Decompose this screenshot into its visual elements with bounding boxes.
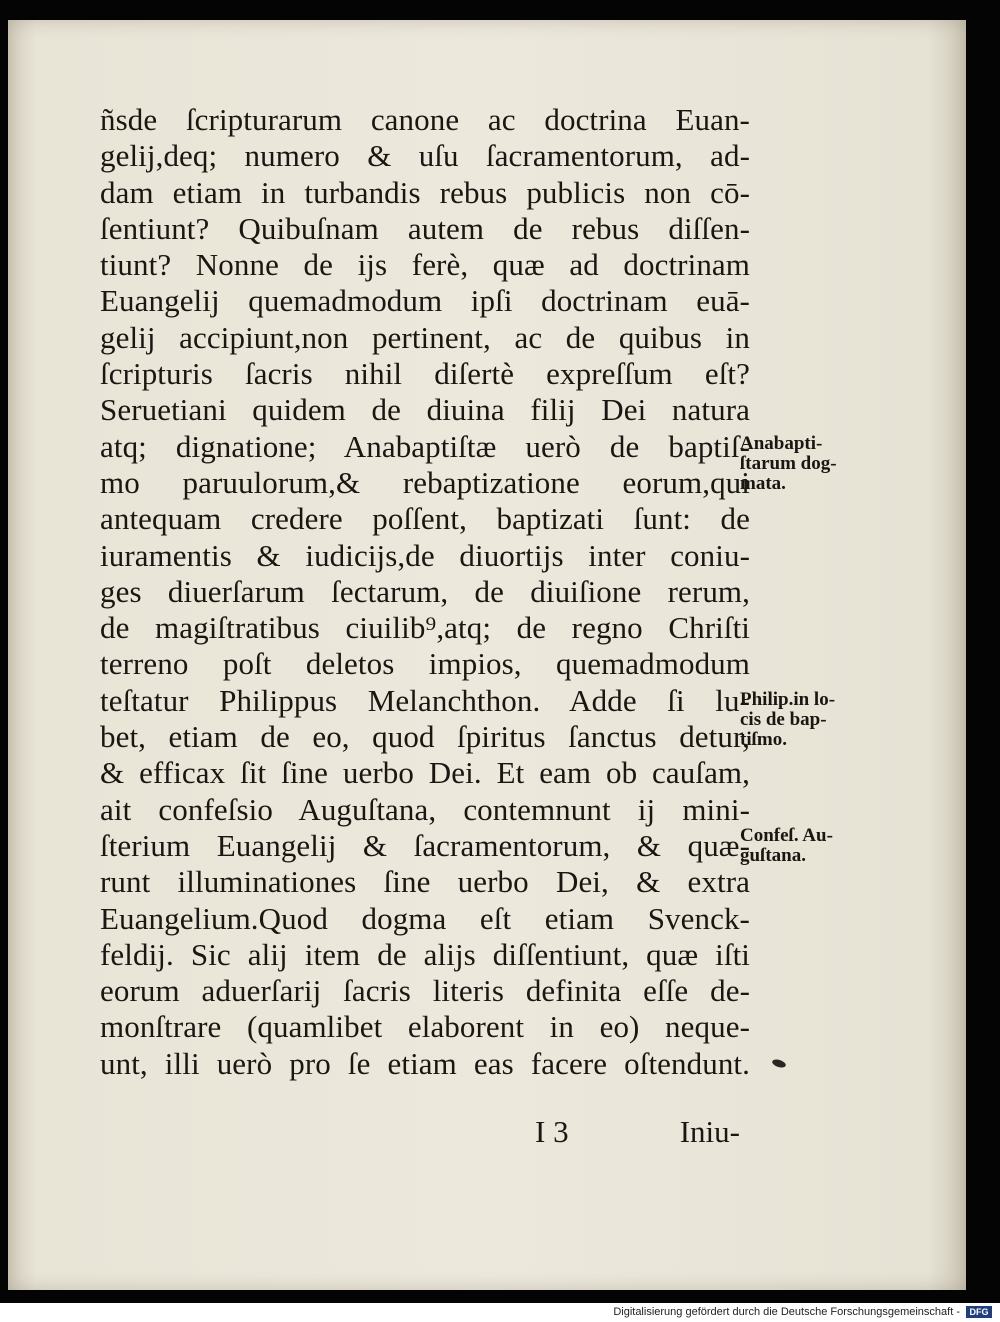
text-line-7: gelij accipiunt,non pertinent, ac de quibus in (100, 319, 750, 355)
funding-credit: Digitalisierung gefördert durch die Deutsche Forschungsgemeinschaft - (613, 1306, 960, 1318)
text-line-22: runt illuminationes ſine uerbo Dei, & extra (100, 864, 750, 900)
note-line: cis de bap- (740, 709, 827, 730)
marginal-note-anabaptists (740, 434, 870, 494)
signature-mark: I 3 (535, 1114, 569, 1149)
marginal-note-philip (740, 690, 870, 750)
text-line-21: ſterium Euangelij & ſacramentorum, & quæ- (100, 827, 750, 863)
ink-speck (771, 1058, 786, 1069)
page-footer (100, 1114, 750, 1154)
note-line: tiſmo. (740, 729, 787, 750)
text-line-18: bet, etiam de eo, quod ſpiritus ſanctus detur, (100, 719, 750, 755)
note-line: ſtarum dog- (740, 453, 837, 474)
book-page (8, 20, 966, 1290)
text-line-9: Seruetiani quidem de diuina filij Dei natura (100, 392, 750, 428)
text-line-17: teſtatur Philippus Melanchthon. Adde ſi lu- (100, 682, 750, 718)
note-line: mata. (740, 473, 786, 494)
text-line-24: feldij. Sic alij item de alijs diſſentiunt, quæ iſti (100, 936, 750, 972)
text-line-11: mo paruulorum,& rebaptizatione eorum,qui (100, 464, 750, 500)
text-line-8: ſcripturis ſacris nihil diſertè expreſſum eſt? (100, 356, 750, 392)
main-text-block (100, 102, 750, 1082)
text-line-25: eorum aduerſarij ſacris literis definita eſſe de- (100, 973, 750, 1009)
credit-bar (0, 1303, 1000, 1322)
note-line: Anabapti- (740, 433, 823, 454)
text-line-27: unt, illi uerò pro ſe etiam eas facere oſtendunt. (100, 1045, 750, 1081)
text-line-19: & efficax ſit ſine uerbo Dei. Et eam ob cauſam, (100, 755, 750, 791)
text-line-23: Euangelium.Quod dogma eſt etiam Svenck- (100, 900, 750, 936)
text-line-3: dam etiam in turbandis rebus publicis non cō- (100, 174, 750, 210)
text-line-6: Euangelij quemadmodum ipſi doctrinam euā- (100, 283, 750, 319)
note-line: Confeſ. Au- (740, 825, 833, 846)
text-line-20: ait confeſsio Auguſtana, contemnunt ij mini- (100, 791, 750, 827)
note-line: guſtana. (740, 845, 806, 866)
text-line-15: de magiſtratibus ciuilib⁹,atq; de regno Chriſti (100, 610, 750, 646)
text-line-1: ñsde ſcripturarum canone ac doctrina Euan- (100, 102, 750, 137)
text-line-4: ſentiunt? Quibuſnam autem de rebus diſſen- (100, 210, 750, 246)
text-line-14: ges diuerſarum ſectarum, de diuiſione rerum, (100, 573, 750, 609)
text-line-2: gelij,deq; numero & uſu ſacramentorum, ad- (100, 138, 750, 174)
note-line: Philip.in lo- (740, 689, 836, 710)
dfg-logo: DFG (966, 1306, 992, 1318)
text-line-5: tiunt? Nonne de ijs ferè, quæ ad doctrinam (100, 247, 750, 283)
text-line-10: atq; dignatione; Anabaptiſtæ uerò de baptiſ- (100, 428, 750, 464)
text-line-16: terreno poſt deletos impios, quemadmodum (100, 646, 750, 682)
marginal-note-confession (740, 826, 870, 866)
text-line-26: monſtrare (quamlibet elaborent in eo) neque- (100, 1009, 750, 1045)
text-line-13: iuramentis & iudicijs,de diuortijs inter coniu- (100, 537, 750, 573)
text-line-12: antequam credere poſſent, baptizati ſunt: de (100, 501, 750, 537)
catchword: Iniu- (679, 1114, 740, 1149)
